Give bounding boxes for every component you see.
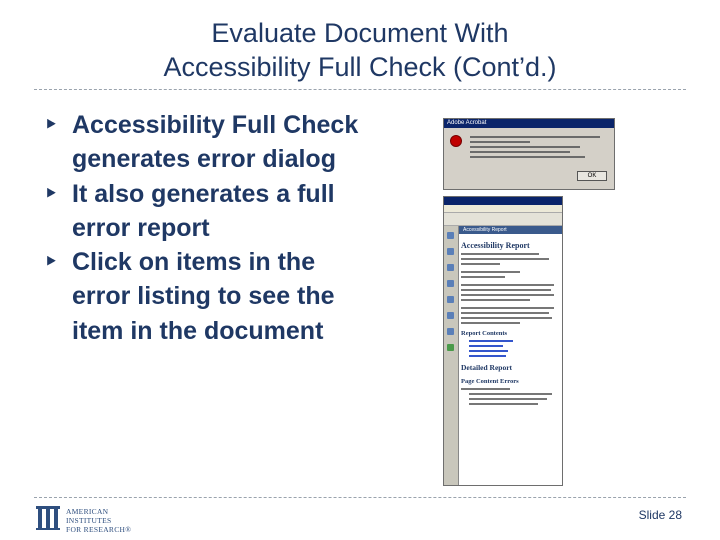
pages-icon	[447, 232, 454, 239]
page-content-errors-heading: Page Content Errors	[461, 378, 519, 385]
report-panel-header: Accessibility Report	[459, 226, 562, 234]
report-text-line	[461, 263, 500, 265]
report-text-line	[469, 393, 552, 395]
bullet-text: It also generates a full error report	[72, 179, 335, 242]
bullet-text: Click on items in the error listing to see the item in the document	[72, 248, 335, 345]
slide-title	[60, 16, 660, 84]
error-dialog-screenshot	[443, 118, 615, 190]
dialog-text-line	[470, 141, 530, 143]
air-logo	[36, 506, 146, 536]
report-text-line	[461, 253, 539, 255]
report-text-line	[461, 284, 554, 286]
bullet-item	[40, 245, 370, 348]
report-text-line	[461, 299, 530, 301]
logo-wordmark: AMERICAN INSTITUTES FOR RESEARCH®	[66, 507, 132, 534]
report-menu-bar	[444, 205, 562, 213]
slide-number: Slide 28	[638, 508, 682, 522]
navigation-pane	[444, 226, 459, 485]
report-heading: Accessibility Report	[461, 241, 530, 250]
report-text-line	[461, 312, 549, 314]
report-text-line	[461, 322, 520, 324]
bookmarks-icon	[447, 248, 454, 255]
error-icon	[450, 135, 462, 147]
report-text-line	[461, 289, 551, 291]
report-link	[469, 340, 513, 342]
report-contents-heading: Report Contents	[461, 330, 508, 337]
slide-title-line-1: Evaluate Document With	[211, 18, 509, 48]
dialog-text-line	[470, 136, 600, 138]
report-text-line	[461, 258, 549, 260]
report-window-title-bar	[444, 197, 562, 205]
report-text-line	[461, 276, 505, 278]
report-text-line	[469, 403, 538, 405]
report-link	[469, 350, 508, 352]
bullet-marker: ‣	[44, 112, 59, 137]
report-document	[461, 237, 559, 485]
title-divider	[34, 89, 686, 90]
content-icon	[447, 344, 454, 351]
bullet-marker: ‣	[44, 180, 59, 206]
report-text-line	[461, 294, 554, 296]
slide-title-line-2: Accessibility Full Check (Cont’d.)	[163, 52, 557, 82]
bullet-text: Accessibility Full Check generates error dialog	[72, 111, 359, 174]
tags-icon	[447, 296, 454, 303]
bullet-item	[40, 108, 370, 177]
dialog-text-line	[470, 156, 585, 158]
dialog-ok-button: OK	[577, 171, 607, 181]
report-toolbar	[444, 213, 562, 226]
accessibility-report-screenshot	[443, 196, 563, 486]
report-link	[469, 355, 506, 357]
dialog-title-bar: Adobe Acrobat	[444, 119, 614, 128]
accessibility-icon	[447, 280, 454, 287]
dialog-text-line	[470, 151, 570, 153]
report-text-line	[461, 388, 510, 390]
report-text-line	[461, 271, 520, 273]
report-link	[469, 345, 503, 347]
report-text-line	[461, 317, 552, 319]
attachments-icon	[447, 312, 454, 319]
dialog-text-line	[470, 146, 580, 148]
report-text-line	[461, 307, 554, 309]
bullet-marker: ‣	[44, 249, 59, 275]
report-text-line	[469, 398, 547, 400]
bullet-list	[40, 108, 370, 348]
detailed-report-heading: Detailed Report	[461, 363, 513, 372]
comments-icon	[447, 328, 454, 335]
bullet-item	[40, 177, 370, 246]
footer-divider	[34, 497, 686, 498]
signatures-icon	[447, 264, 454, 271]
